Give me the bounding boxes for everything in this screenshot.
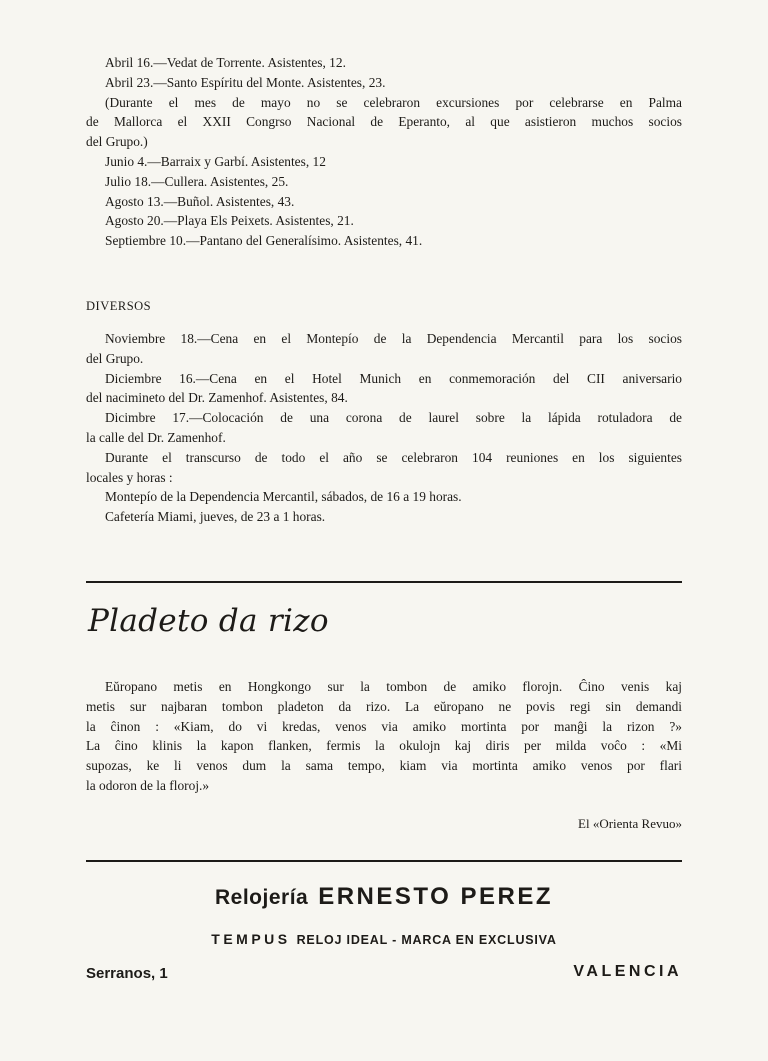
divider-rule xyxy=(86,581,682,583)
ad-city: VALENCIA xyxy=(573,963,682,980)
diversos-line: Noviembre 18.—Cena en el Montepío de la Dependencia Mercantil para los socios xyxy=(105,331,682,346)
diversos-section xyxy=(86,329,682,527)
anecdote-body xyxy=(86,677,682,796)
diversos-line: la calle del Dr. Zamenhof. xyxy=(86,429,226,445)
diversos-line: Cafetería Miami, jueves, de 23 a 1 horas. xyxy=(105,509,326,525)
ad-owner-name: ERNESTO PEREZ xyxy=(318,883,553,910)
report-line: Agosto 13.—Buñol. Asistentes, 43. xyxy=(105,193,295,209)
diversos-line: Diciembre 16.—Cena en el Hotel Munich en conmemoración del CII aniversario xyxy=(105,370,682,386)
anecdote-line: Eŭropano metis en Hongkongo sur la tombon de amiko florojn. Ĉino venis kaj xyxy=(105,679,682,694)
diversos-line: Dicimbre 17.—Colocación de una corona de laurel sobre la lápida rotuladora de xyxy=(105,410,682,426)
ad-address: Serranos, 1 xyxy=(86,965,168,982)
diversos-line: Montepío de la Dependencia Mercantil, sábados, de 16 a 19 horas. xyxy=(105,489,462,505)
anecdote-title: Pladeto da rizo xyxy=(88,603,329,639)
diversos-line: del nacimineto del Dr. Zamenhof. Asistentes, 84. xyxy=(86,390,348,406)
report-line: de Mallorca el XXII Congrso Nacional de Eperanto, al que asistieron muchos socios xyxy=(86,114,682,130)
ad-brand: TEMPUS xyxy=(211,931,291,947)
ad-headline xyxy=(0,883,768,911)
report-line: (Durante el mes de mayo no se celebraron excursiones por celebrarse en Palma xyxy=(105,94,682,110)
report-line: Julio 18.—Cullera. Asistentes, 25. xyxy=(105,173,289,189)
anecdote-line: La ĉino klinis la kapon flanken, fermis la okulojn kaj diris per milda voĉo : «Mi xyxy=(86,738,682,754)
report-line: Abril 23.—Santo Espíritu del Monte. Asistentes, 23. xyxy=(105,74,386,90)
anecdote-source: El «Orienta Revuo» xyxy=(578,816,682,831)
anecdote-line: la odoron de la floroj.» xyxy=(86,777,210,793)
report-line: Septiembre 10.—Pantano del Generalísimo. Asistentes, 41. xyxy=(105,233,423,249)
diversos-line: locales y horas : xyxy=(86,469,173,485)
anecdote-line: supozas, ke li venos dum la sama tempo, kiam via mortinta amiko venos por flari xyxy=(86,758,682,774)
report-line: Agosto 20.—Playa Els Peixets. Asistentes, 21. xyxy=(105,213,354,229)
report-line: Abril 16.—Vedat de Torrente. Asistentes, 12. xyxy=(105,55,346,70)
ad-tagline: RELOJ IDEAL - MARCA EN EXCLUSIVA xyxy=(296,933,557,947)
ad-subline xyxy=(0,931,768,949)
anecdote-line: la ĉinon : «Kiam, do vi kredas, venos via amiko mortinta por manĝi la rizon ?» xyxy=(86,718,682,734)
anecdote-line: metis sur najbaran tombon pladeton da rizo. La eŭropano ne povis regi sin demandi xyxy=(86,698,682,714)
divider-rule xyxy=(86,860,682,862)
ad-shop-type: Relojería xyxy=(215,886,309,909)
report-line: del Grupo.) xyxy=(86,134,148,150)
excursions-section xyxy=(86,53,682,251)
section-heading-diversos: DIVERSOS xyxy=(86,299,152,313)
diversos-line: del Grupo. xyxy=(86,350,144,366)
diversos-line: Durante el transcurso de todo el año se celebraron 104 reuniones en los siguientes xyxy=(105,449,682,465)
report-line: Junio 4.—Barraix y Garbí. Asistentes, 12 xyxy=(105,153,326,169)
